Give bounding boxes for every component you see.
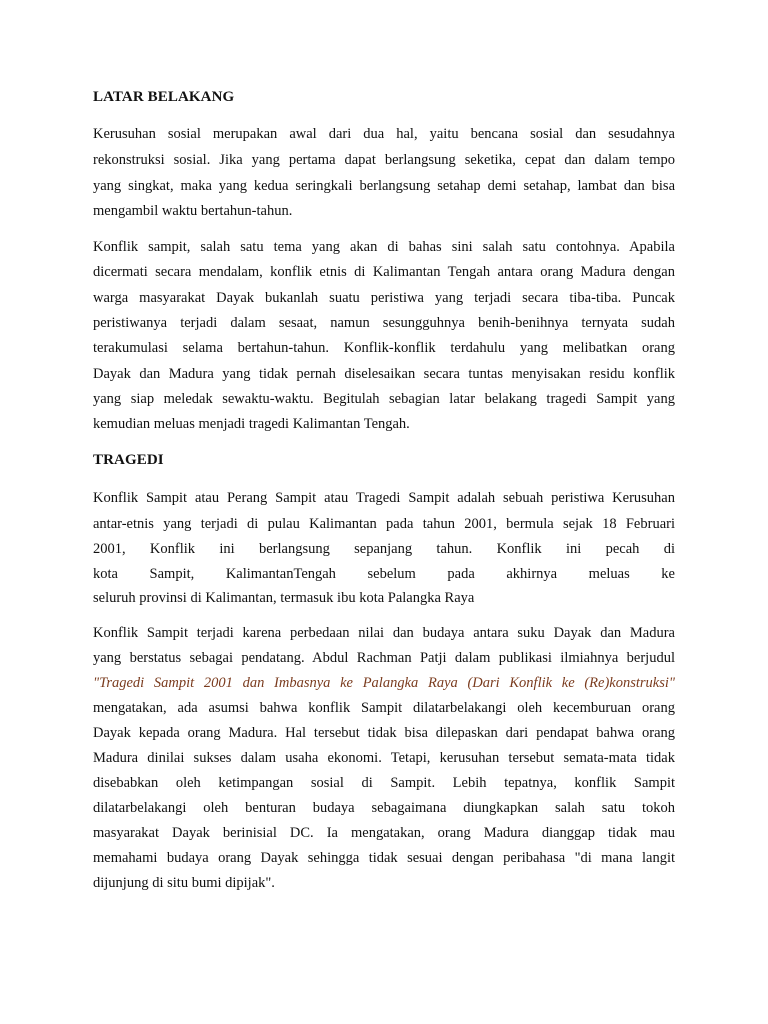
paragraph-2-line: peristiwanya terjadi dalam sesaat, namun sesungguhnya benih-benihnya ternyata sudah xyxy=(93,315,675,331)
paragraph-4-line: Dayak kepada orang Madura. Hal tersebut tidak bisa dilepaskan dari pendapat bahwa orang xyxy=(93,725,675,741)
paragraph-4-line: dijunjung di situ bumi dipijak". xyxy=(93,875,275,891)
paragraph-1-line: yang singkat, maka yang kedua seringkali berlangsung setahap demi setahap, lambat dan bisa xyxy=(93,178,675,194)
paragraph-2-line: dicermati secara mendalam, konflik etnis di Kalimantan Tengah antara orang Madura dengan xyxy=(93,264,675,280)
heading-latar-belakang: LATAR BELAKANG xyxy=(93,89,235,105)
paragraph-4-line: dilatarbelakangi oleh benturan budaya sebagaimana diungkapkan salah satu tokoh xyxy=(93,800,675,816)
paragraph-1-line: Kerusuhan sosial merupakan awal dari dua hal, yaitu bencana sosial dan sesudahnya xyxy=(93,126,675,142)
paragraph-4-line: disebabkan oleh ketimpangan sosial di Sampit. Lebih tepatnya, konflik Sampit xyxy=(93,775,675,791)
paragraph-4-line: mengatakan, ada asumsi bahwa konflik Sampit dilatarbelakangi oleh kecemburuan orang xyxy=(93,700,675,716)
paragraph-4-line: memahami budaya orang Dayak sehingga tidak sesuai dengan peribahasa "di mana langit xyxy=(93,850,675,866)
paragraph-3-line: antar-etnis yang terjadi di pulau Kalimantan pada tahun 2001, bermula sejak 18 Februari xyxy=(93,516,675,532)
paragraph-2-line: terakumulasi selama bertahun-tahun. Konflik-konflik terdahulu yang melibatkan orang xyxy=(93,340,675,356)
paragraph-4-line: masyarakat Dayak berinisial DC. Ia mengatakan, orang Madura dianggap tidak mau xyxy=(93,825,675,841)
paragraph-1-line: mengambil waktu bertahun-tahun. xyxy=(93,203,293,219)
paragraph-3-line: seluruh provinsi di Kalimantan, termasuk ibu kota Palangka Raya xyxy=(93,590,475,606)
paragraph-4-line: yang berstatus sebagai pendatang. Abdul Rachman Patji dalam publikasi ilmiahnya berjudul xyxy=(93,650,675,666)
paragraph-2-line: warga masyarakat Dayak bukanlah suatu peristiwa yang terjadi secara tiba-tiba. Puncak xyxy=(93,290,675,306)
paragraph-2-line: yang siap meledak sewaktu-waktu. Begitulah sebagian latar belakang tragedi Sampit yang xyxy=(93,391,675,407)
heading-tragedi: TRAGEDI xyxy=(93,452,164,468)
paragraph-4-line: Konflik Sampit terjadi karena perbedaan nilai dan budaya antara suku Dayak dan Madura xyxy=(93,625,675,641)
paragraph-4-line: Madura dinilai sukses dalam usaha ekonomi. Tetapi, kerusuhan tersebut semata-mata tidak xyxy=(93,750,675,766)
paragraph-4-line-title-quote: "Tragedi Sampit 2001 dan Imbasnya ke Palangka Raya (Dari Konflik ke (Re)konstruksi" xyxy=(93,675,675,691)
paragraph-3-line: Konflik Sampit atau Perang Sampit atau Tragedi Sampit adalah sebuah peristiwa Kerusuhan xyxy=(93,490,675,506)
paragraph-1-line: rekonstruksi sosial. Jika yang pertama dapat berlangsung seketika, cepat dan dalam tempo xyxy=(93,152,675,168)
paragraph-2-line: kemudian meluas menjadi tragedi Kalimantan Tengah. xyxy=(93,416,410,432)
paragraph-3-line: kota Sampit, KalimantanTengah sebelum pada akhirnya meluas ke xyxy=(93,566,675,582)
paragraph-2-line: Dayak dan Madura yang tidak pernah diselesaikan secara tuntas menyisakan residu konflik xyxy=(93,366,675,382)
paragraph-3-line: 2001, Konflik ini berlangsung sepanjang tahun. Konflik ini pecah di xyxy=(93,541,675,557)
paragraph-2-line: Konflik sampit, salah satu tema yang akan di bahas sini salah satu contohnya. Apabila xyxy=(93,239,675,255)
